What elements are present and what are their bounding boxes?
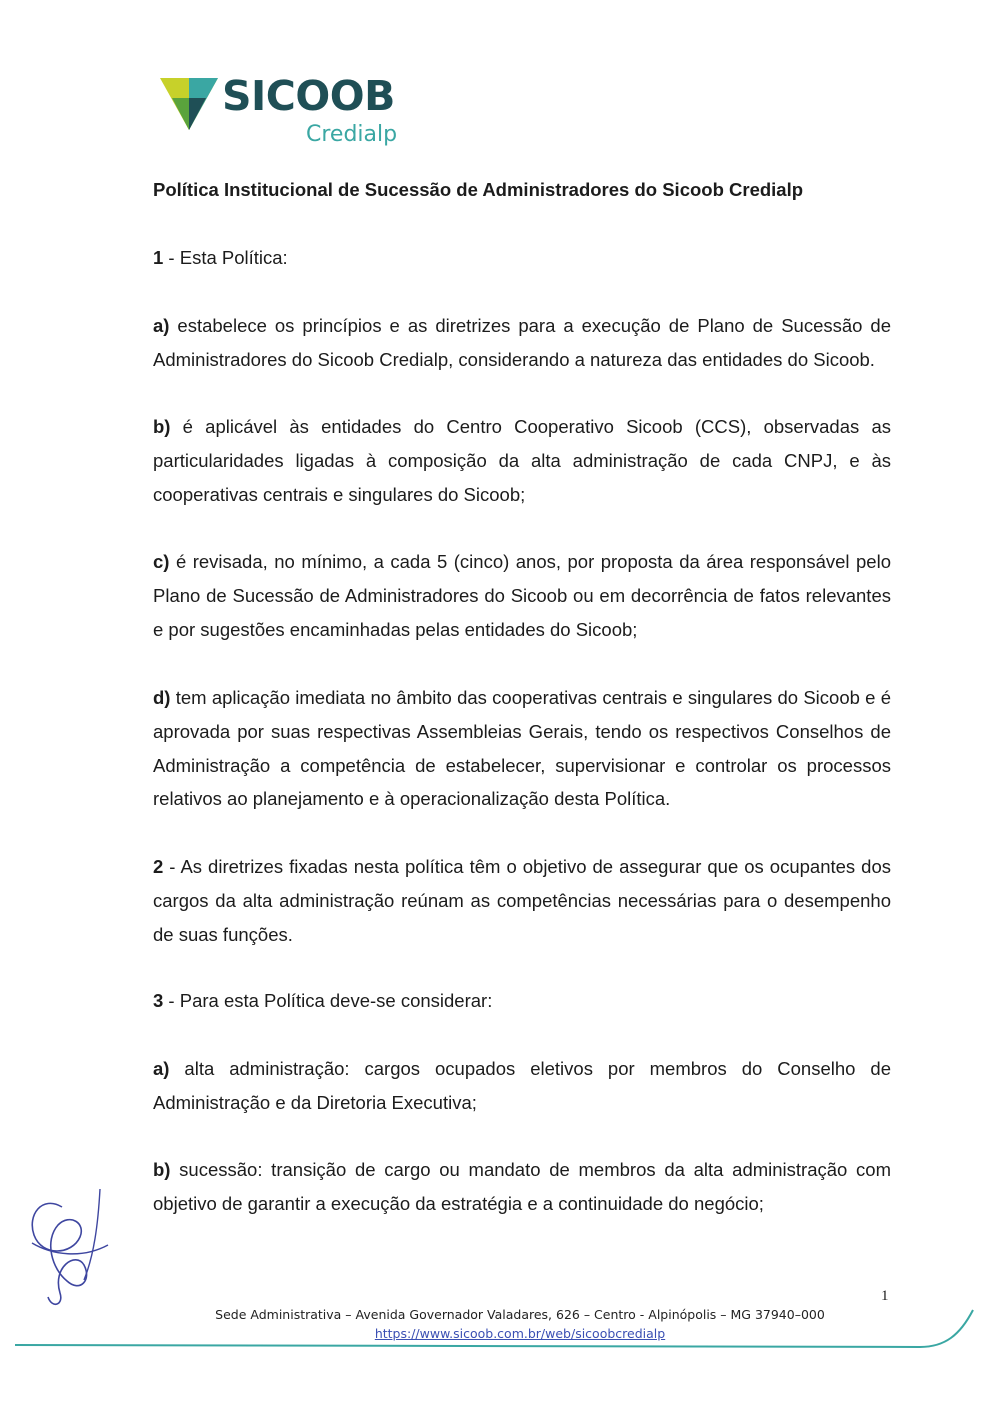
sicoob-logo <box>158 72 418 162</box>
section-text: sucessão: transição de cargo ou mandato de membros da alta administração com objetivo de garantir a execução da estratégia e a continuidade do negócio; <box>153 1159 891 1214</box>
section-text: é aplicável às entidades do Centro Cooperativo Sicoob (CCS), observadas as particularidades ligadas à composição da alta administração de cada CNPJ, e às cooperativas centrais e singulares do Sicoob; <box>153 416 891 505</box>
section-label: b) <box>153 416 171 437</box>
section-1c <box>153 545 891 646</box>
logo-subtitle: Credialp <box>306 122 398 147</box>
page-number: 1 <box>881 1288 889 1304</box>
section-text: - Esta Política: <box>163 247 288 268</box>
section-1b <box>153 410 891 511</box>
section-text: estabelece os princípios e as diretrizes para a execução de Plano de Sucessão de Administradores do Sicoob Credialp, considerando a natureza das entidades do Sicoob. <box>153 315 891 370</box>
section-label: c) <box>153 551 170 572</box>
document-title: Política Institucional de Sucessão de Administradores do Sicoob Credialp <box>153 179 804 200</box>
section-3 <box>153 984 891 1018</box>
section-label: d) <box>153 687 171 708</box>
footer-address: Sede Administrativa – Avenida Governador Valadares, 626 – Centro - Alpinópolis – MG 37940–000 <box>215 1307 825 1322</box>
section-label: 3 <box>153 990 164 1011</box>
section-text: alta administração: cargos ocupados eletivos por membros do Conselho de Administração e da Diretoria Executiva; <box>153 1058 891 1113</box>
footer-divider-line <box>15 1305 985 1355</box>
section-label: a) <box>153 315 170 336</box>
logo-name: SICOOB <box>222 72 395 120</box>
section-label: 1 <box>153 247 164 268</box>
section-text: - As diretrizes fixadas nesta política têm o objetivo de assegurar que os ocupantes dos cargos da alta administração reúnam as competências necessárias para o desempenho de suas funções. <box>153 856 891 945</box>
section-1d <box>153 681 891 816</box>
section-3b <box>153 1153 891 1221</box>
section-text: tem aplicação imediata no âmbito das cooperativas centrais e singulares do Sicoob e é aprovada por suas respectivas Assembleias Gerais, tendo os respectivos Conselhos de Administração a competência de estabelecer, supervisionar e controlar os processos relativos ao planejamento e à operacionalização desta Política. <box>153 687 891 810</box>
section-label: a) <box>153 1058 170 1079</box>
section-text: é revisada, no mínimo, a cada 5 (cinco) anos, por proposta da área responsável pelo Plano de Sucessão de Administradores do Sicoob ou em decorrência de fatos relevantes e por sugestões encaminhadas pelas entidades do Sicoob; <box>153 551 891 640</box>
handwritten-signature <box>22 1185 112 1310</box>
section-label: 2 <box>153 856 164 877</box>
footer-url-link[interactable]: https://www.sicoob.com.br/web/sicoobcredialp <box>374 1326 666 1341</box>
section-label: b) <box>153 1159 171 1180</box>
section-3a <box>153 1052 891 1120</box>
section-1 <box>153 241 891 275</box>
section-text: - Para esta Política deve-se considerar: <box>163 990 493 1011</box>
section-1a <box>153 309 891 377</box>
sicoob-triangle-icon <box>158 76 220 132</box>
section-2 <box>153 850 891 951</box>
